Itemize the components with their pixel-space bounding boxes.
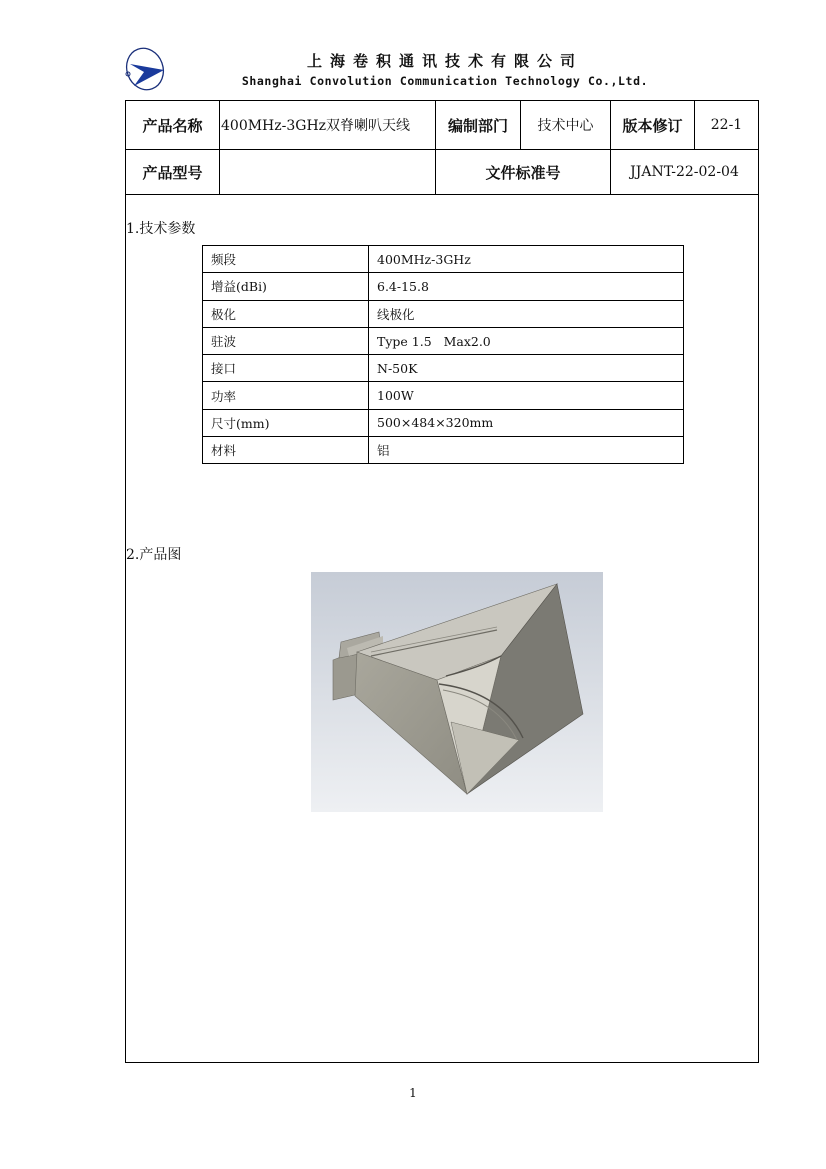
doc-standard-value: JJANT-22-02-04 (630, 164, 739, 180)
col-divider (219, 100, 220, 194)
dept-label: 编制部门 (447, 116, 508, 135)
tech-params-table (202, 245, 684, 464)
param-value: N-50K (369, 355, 684, 382)
param-key: 尺寸(mm) (203, 409, 369, 436)
table-row (203, 409, 684, 436)
param-key: 驻波 (203, 327, 369, 354)
doc-standard-label: 文件标准号 (485, 163, 561, 182)
param-value: 400MHz-3GHz (369, 246, 684, 273)
param-value: 线极化 (369, 300, 684, 327)
company-name-cn: 上海卷积通讯技术有限公司 (306, 52, 583, 70)
param-key: 极化 (203, 300, 369, 327)
param-value: 铝 (369, 437, 684, 464)
param-key: 材料 (203, 437, 369, 464)
row-divider (125, 194, 759, 195)
param-value: 6.4-15.8 (369, 273, 684, 300)
table-row (203, 437, 684, 464)
revision-value: 22-1 (710, 117, 743, 133)
page-number: 1 (409, 1086, 417, 1100)
param-value: 500×484×320mm (369, 409, 684, 436)
company-logo (124, 46, 166, 92)
model-label: 产品型号 (142, 163, 203, 182)
param-value: Type 1.5 Max2.0 (369, 327, 684, 354)
table-row (203, 382, 684, 409)
product-name-label: 产品名称 (142, 116, 203, 135)
param-key: 频段 (203, 246, 369, 273)
product-name-value: 400MHz-3GHz双脊喇叭天线 (221, 118, 411, 134)
table-row (203, 246, 684, 273)
dept-value: 技术中心 (537, 118, 594, 134)
param-key: 接口 (203, 355, 369, 382)
horn-antenna-image (311, 572, 603, 812)
table-row (203, 273, 684, 300)
param-key: 增益(dBi) (203, 273, 369, 300)
company-name-en: Shanghai Convolution Communication Technology Co.,Ltd. (241, 74, 649, 88)
table-row (203, 355, 684, 382)
section-title-product-image: 2.产品图 (126, 547, 182, 563)
table-row (203, 327, 684, 354)
param-value: 100W (369, 382, 684, 409)
param-key: 功率 (203, 382, 369, 409)
table-row (203, 300, 684, 327)
model-value (221, 150, 435, 194)
revision-label: 版本修订 (622, 116, 683, 135)
section-title-tech-params: 1.技术参数 (126, 221, 196, 237)
